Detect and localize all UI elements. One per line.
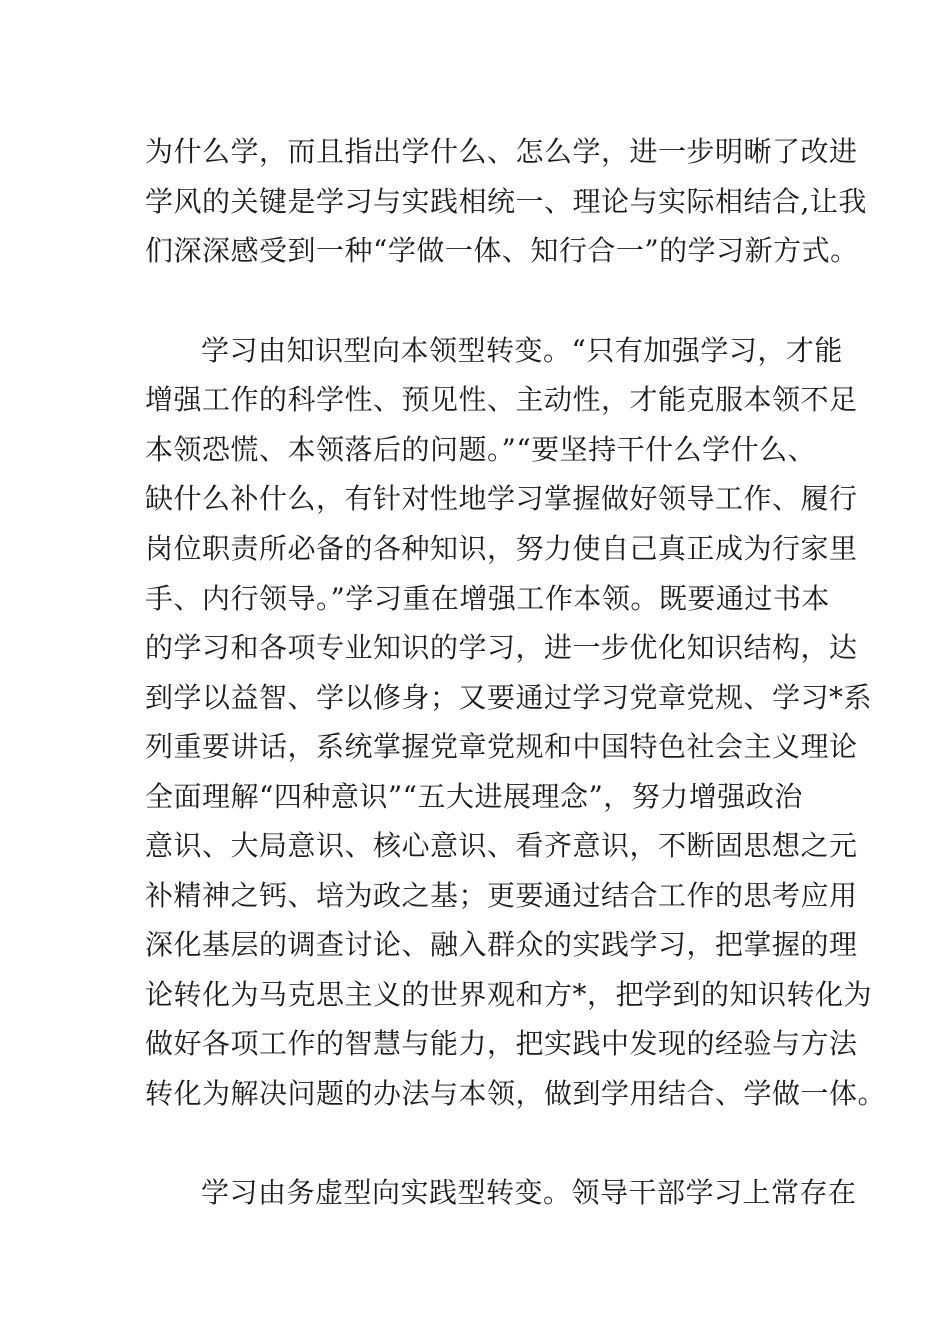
text-line: 增强工作的科学性、预见性、主动性，才能克服本领不足 <box>145 383 858 416</box>
text-line: 全面理解“四种意识”“五大进展理念”，努力增强政治 <box>145 780 803 813</box>
text-line: 补精神之钙、培为政之基；更要通过结合工作的思考应用 <box>145 879 858 912</box>
text-line: 学风的关键是学习与实践相统一、理论与实际相结合,让我 <box>145 185 867 218</box>
text-line: 们深深感受到一种“学做一体、知行合一”的学习新方式。 <box>145 234 859 267</box>
text-line: 的学习和各项专业知识的学习，进一步优化知识结构，达 <box>145 631 858 664</box>
text-line: 列重要讲话，系统掌握党章党规和中国特色社会主义理论 <box>145 730 858 763</box>
text-line: 手、内行领导。”学习重在增强工作本领。既要通过书本 <box>145 582 830 615</box>
text-line: 缺什么补什么，有针对性地学习掌握做好领导工作、履行 <box>145 482 858 515</box>
text-line: 意识、大局意识、核心意识、看齐意识，不断固思想之元 <box>145 829 858 862</box>
text-line: 本领恐慌、本领落后的问题。”“要坚持干什么学什么、 <box>145 433 817 466</box>
text-line: 为什么学，而且指出学什么、怎么学，进一步明晰了改进 <box>145 135 858 168</box>
text-line: 岗位职责所必备的各种知识，努力使自己真正成为行家里 <box>145 532 858 565</box>
text-line: 到学以益智、学以修身；又要通过学习党章党规、学习*系 <box>145 681 873 714</box>
text-line: 深化基层的调查讨论、融入群众的实践学习，把掌握的理 <box>145 928 858 961</box>
text-line: 做好各项工作的智慧与能力，把实践中发现的经验与方法 <box>145 1027 858 1060</box>
text-line: 学习由知识型向本领型转变。“只有加强学习，才能 <box>201 334 843 367</box>
text-line: 转化为解决问题的办法与本领，做到学用结合、学做一体。 <box>145 1077 887 1110</box>
text-line: 学习由务虚型向实践型转变。领导干部学习上常存在 <box>201 1176 857 1209</box>
text-line: 论转化为马克思主义的世界观和方*，把学到的知识转化为 <box>145 978 873 1011</box>
